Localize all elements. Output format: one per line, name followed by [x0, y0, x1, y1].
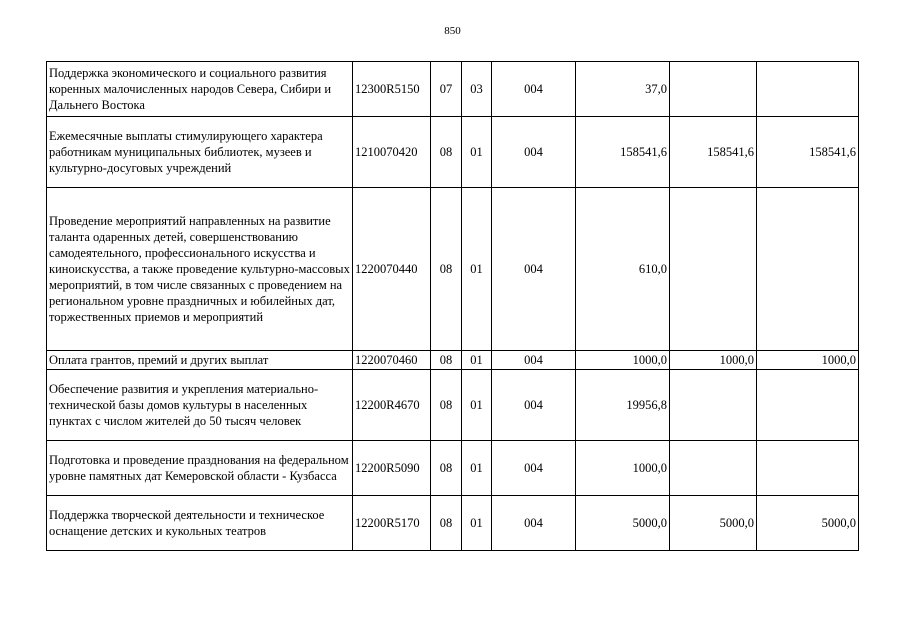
row-code: 12200R4670: [353, 370, 431, 441]
row-description: Оплата грантов, премий и других выплат: [47, 351, 353, 370]
row-amount-1: 37,0: [576, 62, 670, 117]
row-amount-2: [670, 441, 757, 496]
page-number: 850: [444, 25, 461, 37]
row-description: Проведение мероприятий направленных на развитие таланта одаренных детей, совершенствованию самодеятельного, профессионального искусства и киноискусства, а также проведение культурно-массовых мероприятий, в том числе связанных с проведением на региональном уровне праздничных и юбилейных дат, торжественных приемов и мероприятий: [47, 188, 353, 351]
row-subsection: 01: [462, 188, 492, 351]
row-type: 004: [492, 188, 576, 351]
row-subsection: 01: [462, 370, 492, 441]
row-amount-1: 610,0: [576, 188, 670, 351]
row-amount-1: 1000,0: [576, 351, 670, 370]
table-row: [47, 62, 859, 117]
row-section: 08: [431, 496, 462, 551]
row-description: Поддержка экономического и социального развития коренных малочисленных народов Севера, Сибири и Дальнего Востока: [47, 62, 353, 117]
row-subsection: 01: [462, 351, 492, 370]
budget-table: [46, 61, 859, 551]
row-type: 004: [492, 496, 576, 551]
table-row: [47, 351, 859, 370]
row-section: 08: [431, 351, 462, 370]
row-amount-1: 19956,8: [576, 370, 670, 441]
row-section: 07: [431, 62, 462, 117]
row-amount-2: 1000,0: [670, 351, 757, 370]
row-subsection: 01: [462, 441, 492, 496]
row-type: 004: [492, 441, 576, 496]
row-amount-3: 5000,0: [757, 496, 859, 551]
row-subsection: 03: [462, 62, 492, 117]
row-amount-2: [670, 370, 757, 441]
row-description: Подготовка и проведение празднования на федеральном уровне памятных дат Кемеровской области - Кузбасса: [47, 441, 353, 496]
row-amount-3: [757, 188, 859, 351]
row-amount-2: 158541,6: [670, 117, 757, 188]
row-subsection: 01: [462, 496, 492, 551]
row-subsection: 01: [462, 117, 492, 188]
row-amount-2: 5000,0: [670, 496, 757, 551]
row-section: 08: [431, 188, 462, 351]
row-amount-2: [670, 62, 757, 117]
row-code: 12300R5150: [353, 62, 431, 117]
row-code: 1210070420: [353, 117, 431, 188]
table-row: [47, 117, 859, 188]
row-amount-3: [757, 62, 859, 117]
row-amount-3: [757, 441, 859, 496]
row-amount-2: [670, 188, 757, 351]
row-description: Обеспечение развития и укрепления материально-технической базы домов культуры в населенных пунктах с числом жителей до 50 тысяч человек: [47, 370, 353, 441]
table-row: [47, 188, 859, 351]
table-row: [47, 441, 859, 496]
row-amount-1: 158541,6: [576, 117, 670, 188]
table-row: [47, 496, 859, 551]
row-amount-3: [757, 370, 859, 441]
row-type: 004: [492, 117, 576, 188]
row-amount-1: 5000,0: [576, 496, 670, 551]
row-amount-3: 1000,0: [757, 351, 859, 370]
row-description: Поддержка творческой деятельности и техническое оснащение детских и кукольных театров: [47, 496, 353, 551]
row-section: 08: [431, 370, 462, 441]
row-section: 08: [431, 117, 462, 188]
row-type: 004: [492, 351, 576, 370]
row-code: 1220070460: [353, 351, 431, 370]
table-row: [47, 370, 859, 441]
row-section: 08: [431, 441, 462, 496]
row-amount-1: 1000,0: [576, 441, 670, 496]
row-type: 004: [492, 370, 576, 441]
row-code: 12200R5170: [353, 496, 431, 551]
row-type: 004: [492, 62, 576, 117]
row-description: Ежемесячные выплаты стимулирующего характера работникам муниципальных библиотек, музеев и культурно-досуговых учреждений: [47, 117, 353, 188]
row-amount-3: 158541,6: [757, 117, 859, 188]
row-code: 12200R5090: [353, 441, 431, 496]
row-code: 1220070440: [353, 188, 431, 351]
